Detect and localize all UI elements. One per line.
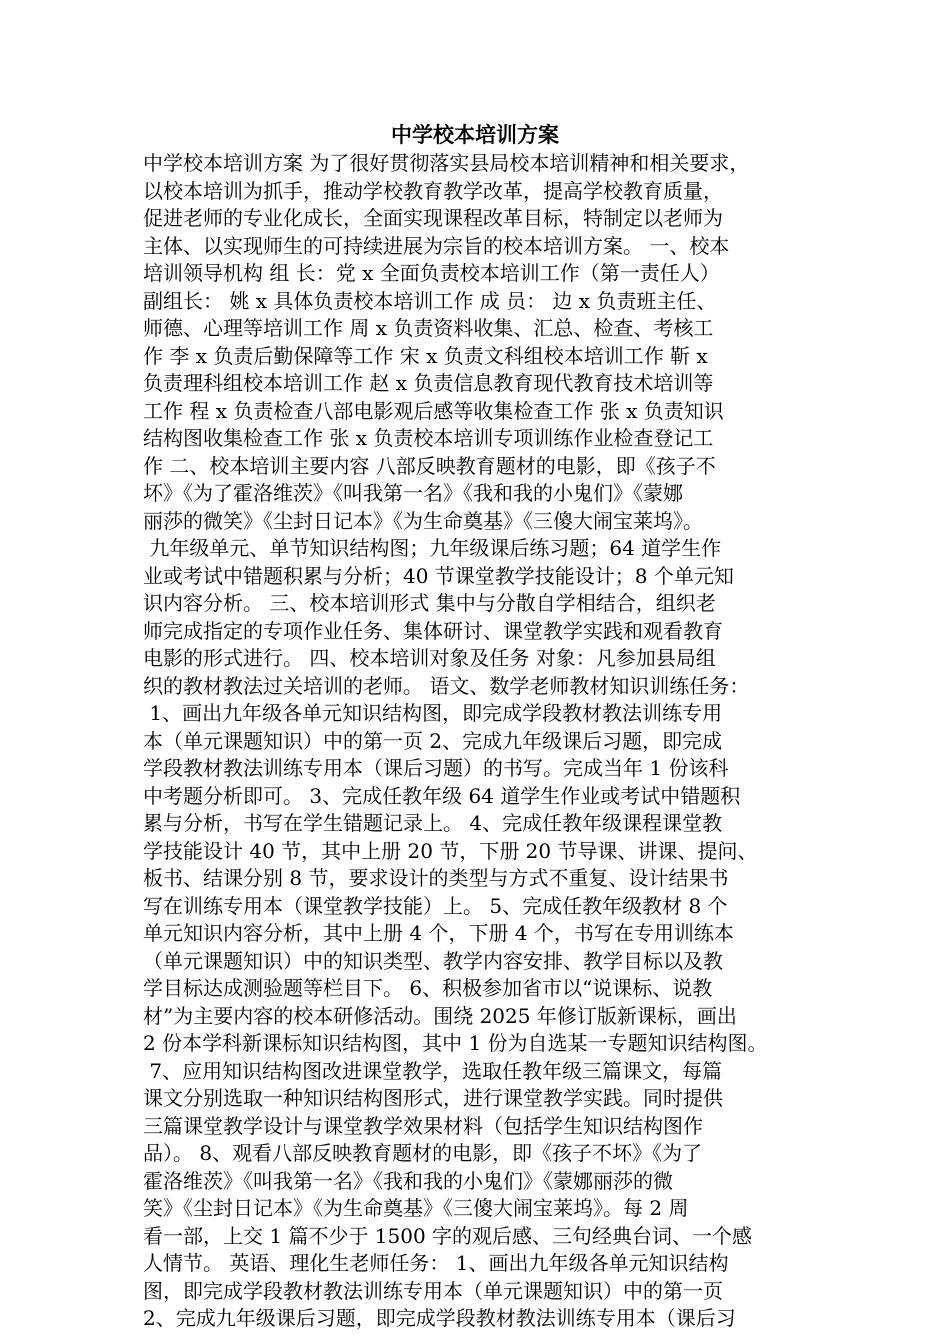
body-line: 工作 程 x 负责检查八部电影观后感等收集检查工作 张 x 负责知识 [143, 398, 724, 423]
body-line: 电影的形式进行。 四、校本培训对象及任务 对象：凡参加县局组 [143, 646, 716, 670]
body-line: （单元课题知识）中的知识类型、教学内容安排、教学目标以及教 [143, 948, 723, 973]
body-line: 单元知识内容分析，其中上册 4 个，下册 4 个，书写在专用训练本 [143, 921, 734, 945]
body-line: 累与分析，书写在学生错题记录上。 4、完成任教年级课程课堂教 [143, 811, 723, 835]
body-line: 作 李 x 负责后勤保障等工作 宋 x 负责文科组校本培训工作 靳 x [143, 343, 708, 368]
body-line: 图，即完成学段教材教法训练专用本（单元课题知识）中的第一页 [143, 1278, 723, 1303]
body-line: 霍洛维茨》《叫我第一名》《我和我的小鬼们》《蒙娜丽莎的微 [143, 1168, 673, 1193]
body-line: 人情节。 英语、理化生老师任务： 1、画出九年级各单元知识结构 [143, 1251, 729, 1275]
document-body [143, 150, 823, 1333]
body-line: 促进老师的专业化成长，全面实现课程改革目标，特制定以老师为 [143, 206, 723, 230]
body-line: 1、画出九年级各单元知识结构图，即完成学段教材教法训练专用 [143, 701, 723, 725]
body-line: 品）。 8、观看八部反映教育题材的电影，即《孩子不坏》《为了 [143, 1141, 703, 1165]
body-line: 中考题分析即可。 3、完成任教年级 64 道学生作业或考试中错题积 [143, 783, 741, 808]
body-line: 织的教材教法过关培训的老师。 语文、数学老师教材知识训练任务： [143, 673, 750, 698]
body-line: 7、应用知识结构图改进课堂教学，选取任教年级三篇课文，每篇 [143, 1058, 723, 1083]
document-title: 中学校本培训方案 [391, 123, 559, 147]
body-line: 师完成指定的专项作业任务、集体研讨、课堂教学实践和观看教育 [143, 618, 723, 643]
body-line: 板书、结课分别 8 节，要求设计的类型与方式不重复、设计结果书 [143, 866, 729, 890]
body-line: 学目标达成测验题等栏目下。 6、积极参加省市以“说课标、说教 [143, 976, 713, 1000]
body-line: 业或考试中错题积累与分析；40 节课堂教学技能设计；8 个单元知 [143, 563, 734, 588]
body-line: 三篇课堂教学设计与课堂教学效果材料（包括学生知识结构图作 [143, 1113, 703, 1138]
body-line: 写在训练专用本（课堂教学技能）上。 5、完成任教年级教材 8 个 [143, 893, 728, 918]
body-line: 笑》《尘封日记本》《为生命奠基》《三傻大闹宝莱坞》。每 2 周 [143, 1196, 689, 1220]
body-line: 学技能设计 40 节，其中上册 20 节，下册 20 节导课、讲课、提问、 [143, 838, 758, 863]
body-line: 副组长： 姚 x 具体负责校本培训工作 成 员： 边 x 负责班主任、 [143, 288, 717, 313]
body-line: 课文分别选取一种知识结构图形式，进行课堂教学实践。同时提供 [143, 1086, 723, 1110]
body-line: 九年级单元、单节知识结构图；九年级课后练习题；64 道学生作 [143, 536, 722, 560]
body-line: 2 份本学科新课标知识结构图，其中 1 份为自选某一专题知识结构图。 [143, 1031, 768, 1055]
body-line: 丽莎的微笑》《尘封日记本》《为生命奠基》《三傻大闹宝莱坞》。 [143, 508, 703, 533]
body-line: 识内容分析。 三、校本培训形式 集中与分散自学相结合，组织老 [143, 591, 716, 615]
body-line: 坏》《为了霍洛维茨》《叫我第一名》《我和我的小鬼们》《蒙娜 [143, 481, 683, 505]
body-line: 培训领导机构 组 长：党 x 全面负责校本培训工作（第一责任人） [143, 261, 720, 285]
body-line: 结构图收集检查工作 张 x 负责校本培训专项训练作业检查登记工 [143, 426, 714, 450]
body-line: 主体、以实现师生的可持续进展为宗旨的校本培训方案。 一、校本 [143, 233, 730, 258]
body-line: 师德、心理等培训工作 周 x 负责资料收集、汇总、检查、考核工 [143, 316, 714, 340]
body-line: 学段教材教法训练专用本（课后习题）的书写。完成当年 1 份该科 [143, 756, 729, 780]
body-line: 负责理科组校本培训工作 赵 x 负责信息教育现代教育技术培训等 [143, 371, 714, 395]
body-line: 2、完成九年级课后习题，即完成学段教材教法训练专用本（课后习 [143, 1306, 736, 1330]
body-line: 作 二、校本培训主要内容 八部反映教育题材的电影，即《孩子不 [143, 453, 716, 478]
body-line: 看一部，上交 1 篇不少于 1500 字的观后感、三句经典台词、一个感 [143, 1223, 753, 1248]
body-line: 以校本培训为抓手，推动学校教育教学改革，提高学校教育质量， [143, 178, 723, 203]
body-line: 本（单元课题知识）中的第一页 2、完成九年级课后习题，即完成 [143, 728, 723, 753]
body-line: 材”为主要内容的校本研修活动。围绕 2025 年修订版新课标，画出 [143, 1003, 737, 1028]
body-line: 中学校本培训方案 为了很好贯彻落实县局校本培训精神和相关要求， [143, 151, 750, 175]
